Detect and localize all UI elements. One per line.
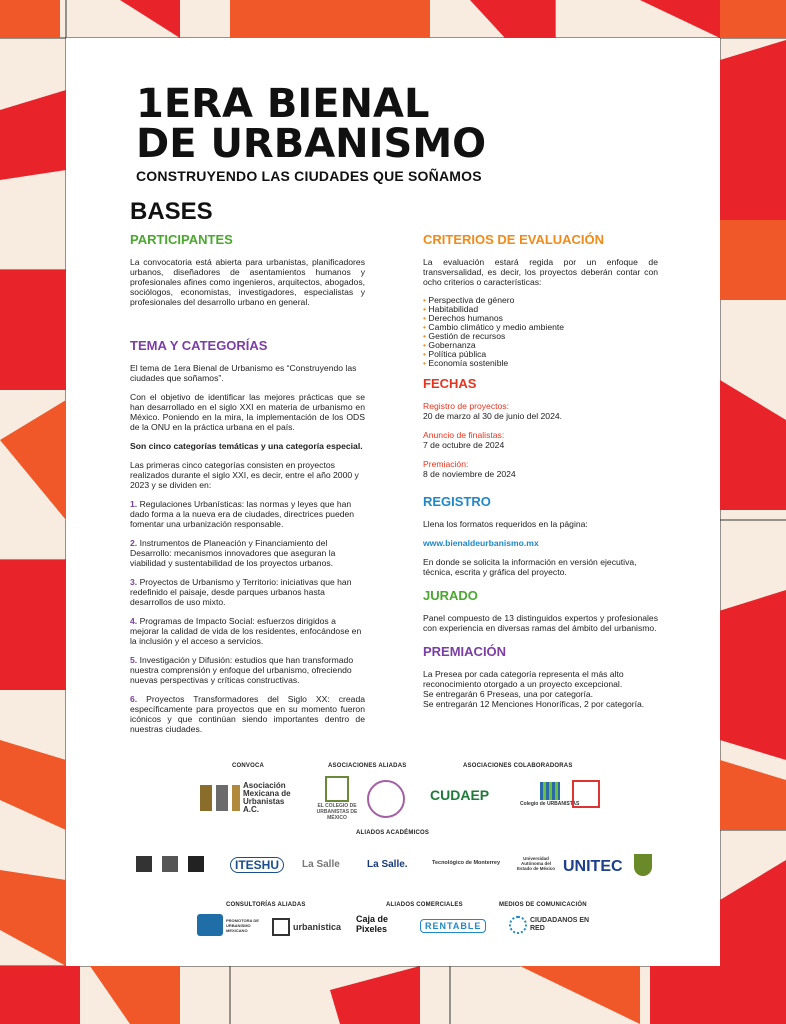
colegio2-logo: Colegio de URBANISTAS <box>520 782 579 807</box>
registro-heading: REGISTRO <box>423 494 491 509</box>
amu-logo: Asociación Mexicana de Urbanistas A.C. <box>200 782 301 814</box>
lasalle-1-logo: La Salle <box>302 859 340 870</box>
criterios-text: La evaluación estará regida por un enfoque de transversalidad, es decir, los proyectos deberán contar con ocho criterios o características: <box>423 257 658 287</box>
promotora-logo: PROMOTORA DE URBANISMO MEXICANO <box>197 914 260 936</box>
lasalle-2-logo: La Salle. <box>367 859 408 870</box>
tema-p1: El tema de 1era Bienal de Urbanismo es “Construyendo las ciudades que soñamos”. <box>130 363 357 383</box>
list-item: • Habitabilidad <box>423 305 658 314</box>
categoria-2: 2. Instrumentos de Planeación y Financiamiento del Desarrollo: mecanismos innovadores que aseguran la viabilidad y sustentabilidad de los proyectos urbanos. <box>130 538 336 568</box>
am-circle-logo <box>367 780 405 818</box>
tec-monterrey-logo: Tecnológico de Monterrey <box>432 860 501 866</box>
amu-logo-icon <box>200 785 240 811</box>
red-square-logo <box>572 780 600 808</box>
bases-heading: BASES <box>130 198 213 225</box>
criterios-list <box>423 296 658 368</box>
network-icon <box>509 916 527 934</box>
participantes-text: La convocatoria está abierta para urbanistas, planificadores urbanos, diseñadores de asentamientos humanos y profesionales afines como ingenieros, arquitectos, abogados, sociólogos, economistas, investigadores, especialistas y profesionales del desarrollo urbano en general. <box>130 257 365 307</box>
list-item: • Gobernanza <box>423 341 658 350</box>
list-item: • Gestión de recursos <box>423 332 658 341</box>
red-square-icon <box>572 780 600 808</box>
promotora-icon <box>197 914 223 936</box>
urbanistica-logo: urbanistica <box>272 918 341 936</box>
categoria-4: 4. Programas de Impacto Social: esfuerzos dirigidos a mejorar la calidad de vida de los residentes, enfocándose en la inclusión y el acceso a servicios. <box>130 616 362 646</box>
rentable-logo: RENTABLE <box>420 919 486 933</box>
premiacion-text: La Presea por cada categoría representa el más alto reconocimiento otorgado a un proyecto excepcional. Se entregarán 6 Preseas, una por categoría. Se entregarán 12 Menciones Honoríficas, 2 por categoría. <box>423 669 645 709</box>
premiacion-heading: PREMIACIÓN <box>423 644 507 659</box>
list-item: • Política pública <box>423 350 658 359</box>
fecha-premiacion: Premiación: 8 de noviembre de 2024 <box>423 459 516 479</box>
registro-url-link[interactable]: www.bienaldeurbanismo.mx <box>423 538 539 548</box>
categoria-6: 6. Proyectos Transformadores del Siglo XX: creada específicamente para proyectos que en su momento fueron icónicos y que continúan siendo importantes dentro de nuestras ciudades. <box>130 694 366 734</box>
event-title-line1: 1ERA BIENAL <box>136 81 430 127</box>
registro-p1: Llena los formatos requeridos en la página: <box>423 519 588 529</box>
tema-p2: Con el objetivo de identificar las mejores prácticas que se han desarrollado en el siglo XXI en materia de urbanismo en México. Poniendo en la mira, la implementación de los ODS de la ONU en la práctica urbana en el país. <box>130 392 365 432</box>
cudaep-logo: CUDAEP <box>430 787 490 803</box>
list-item: • Cambio climático y medio ambiente <box>423 323 658 332</box>
unitec-logo: UNITEC <box>563 858 623 875</box>
urbanistica-icon <box>272 918 290 936</box>
criterios-heading: CRITERIOS DE EVALUACIÓN <box>423 232 605 247</box>
fecha-finalistas: Anuncio de finalistas: 7 de octubre de 2024 <box>423 430 505 450</box>
shield-icon <box>634 854 652 876</box>
caja-pixeles-logo: Caja de Pixeles <box>356 914 389 934</box>
aliados-academicos-label: ALIADOS ACADÉMICOS <box>356 830 430 836</box>
participantes-heading: PARTICIPANTES <box>130 232 233 247</box>
asociaciones-colaboradoras-label: ASOCIACIONES COLABORADORAS <box>463 763 573 769</box>
consultorias-label: CONSULTORÍAS ALIADAS <box>226 902 306 908</box>
medios-label: MEDIOS DE COMUNICACIÓN <box>499 902 587 908</box>
ciudadanos-logo: CIUDADANOS EN RED <box>509 916 590 934</box>
right-column <box>423 232 658 718</box>
shield-logo <box>634 854 652 876</box>
fecha-registro: Registro de proyectos: 20 de marzo al 30 de junio del 2024. <box>423 401 563 421</box>
convoca-label: CONVOCA <box>232 763 265 769</box>
colegio-urbanistas-logo: EL COLEGIO DE URBANISTAS DE MÉXICO <box>312 776 362 821</box>
categoria-5: 5. Investigación y Difusión: estudios que han transformado nuestra comprensión y enfoque del urbanismo, ofreciendo nuevas perspectivas y críticas constructivas. <box>130 655 354 685</box>
aliados-comerciales-label: ALIADOS COMERCIALES <box>386 902 463 908</box>
jurado-heading: JURADO <box>423 588 478 603</box>
event-subtitle: CONSTRUYENDO LAS CIUDADES QUE SOÑAMOS <box>136 168 482 184</box>
tema-p4: Las primeras cinco categorías consisten en proyectos realizados durante el siglo XXI, es decir, entre el año 2000 y 2023 y se dividen en: <box>130 460 359 490</box>
categoria-3: 3. Proyectos de Urbanismo y Territorio: iniciativas que han redefinido el paisaje, desde parques urbanos hasta desarrollos de uso mixto. <box>130 577 352 607</box>
tema-p3: Son cinco categorías temáticas y una categoría especial. <box>130 441 363 451</box>
left-column <box>130 232 365 743</box>
am-circle-icon <box>367 780 405 818</box>
registro-p2: En donde se solicita la información en versión ejecutiva, técnica, escrita y gráfica del proyecto. <box>423 557 637 577</box>
book-icon <box>162 856 178 872</box>
list-item: • Perspectiva de género <box>423 296 658 305</box>
categoria-1: 1. Regulaciones Urbanísticas: las normas y leyes que han dado forma a la nueva era de ciudades, directrices pueden fomentar una urbanización responsable. <box>130 499 355 529</box>
asociaciones-aliadas-label: ASOCIACIONES ALIADAS <box>328 763 407 769</box>
tema-heading: TEMA Y CATEGORÍAS <box>130 338 268 353</box>
academic-icons <box>136 856 204 872</box>
list-item: • Economía sostenible <box>423 359 658 368</box>
event-title-line2: DE URBANISMO <box>136 121 487 167</box>
unam-icon <box>136 856 152 872</box>
colegio2-icon <box>540 782 560 800</box>
ipn-icon <box>188 856 204 872</box>
fechas-heading: FECHAS <box>423 376 477 391</box>
jurado-text: Panel compuesto de 13 distinguidos expertos y profesionales con experiencia en diversas ramas del ámbito del urbanismo. <box>423 613 658 633</box>
list-item: • Derechos humanos <box>423 314 658 323</box>
iteshu-logo: ITESHU <box>230 857 284 873</box>
uaem-logo: Universidad Autónoma del Estado de México <box>516 856 555 871</box>
colegio-icon <box>325 776 349 802</box>
